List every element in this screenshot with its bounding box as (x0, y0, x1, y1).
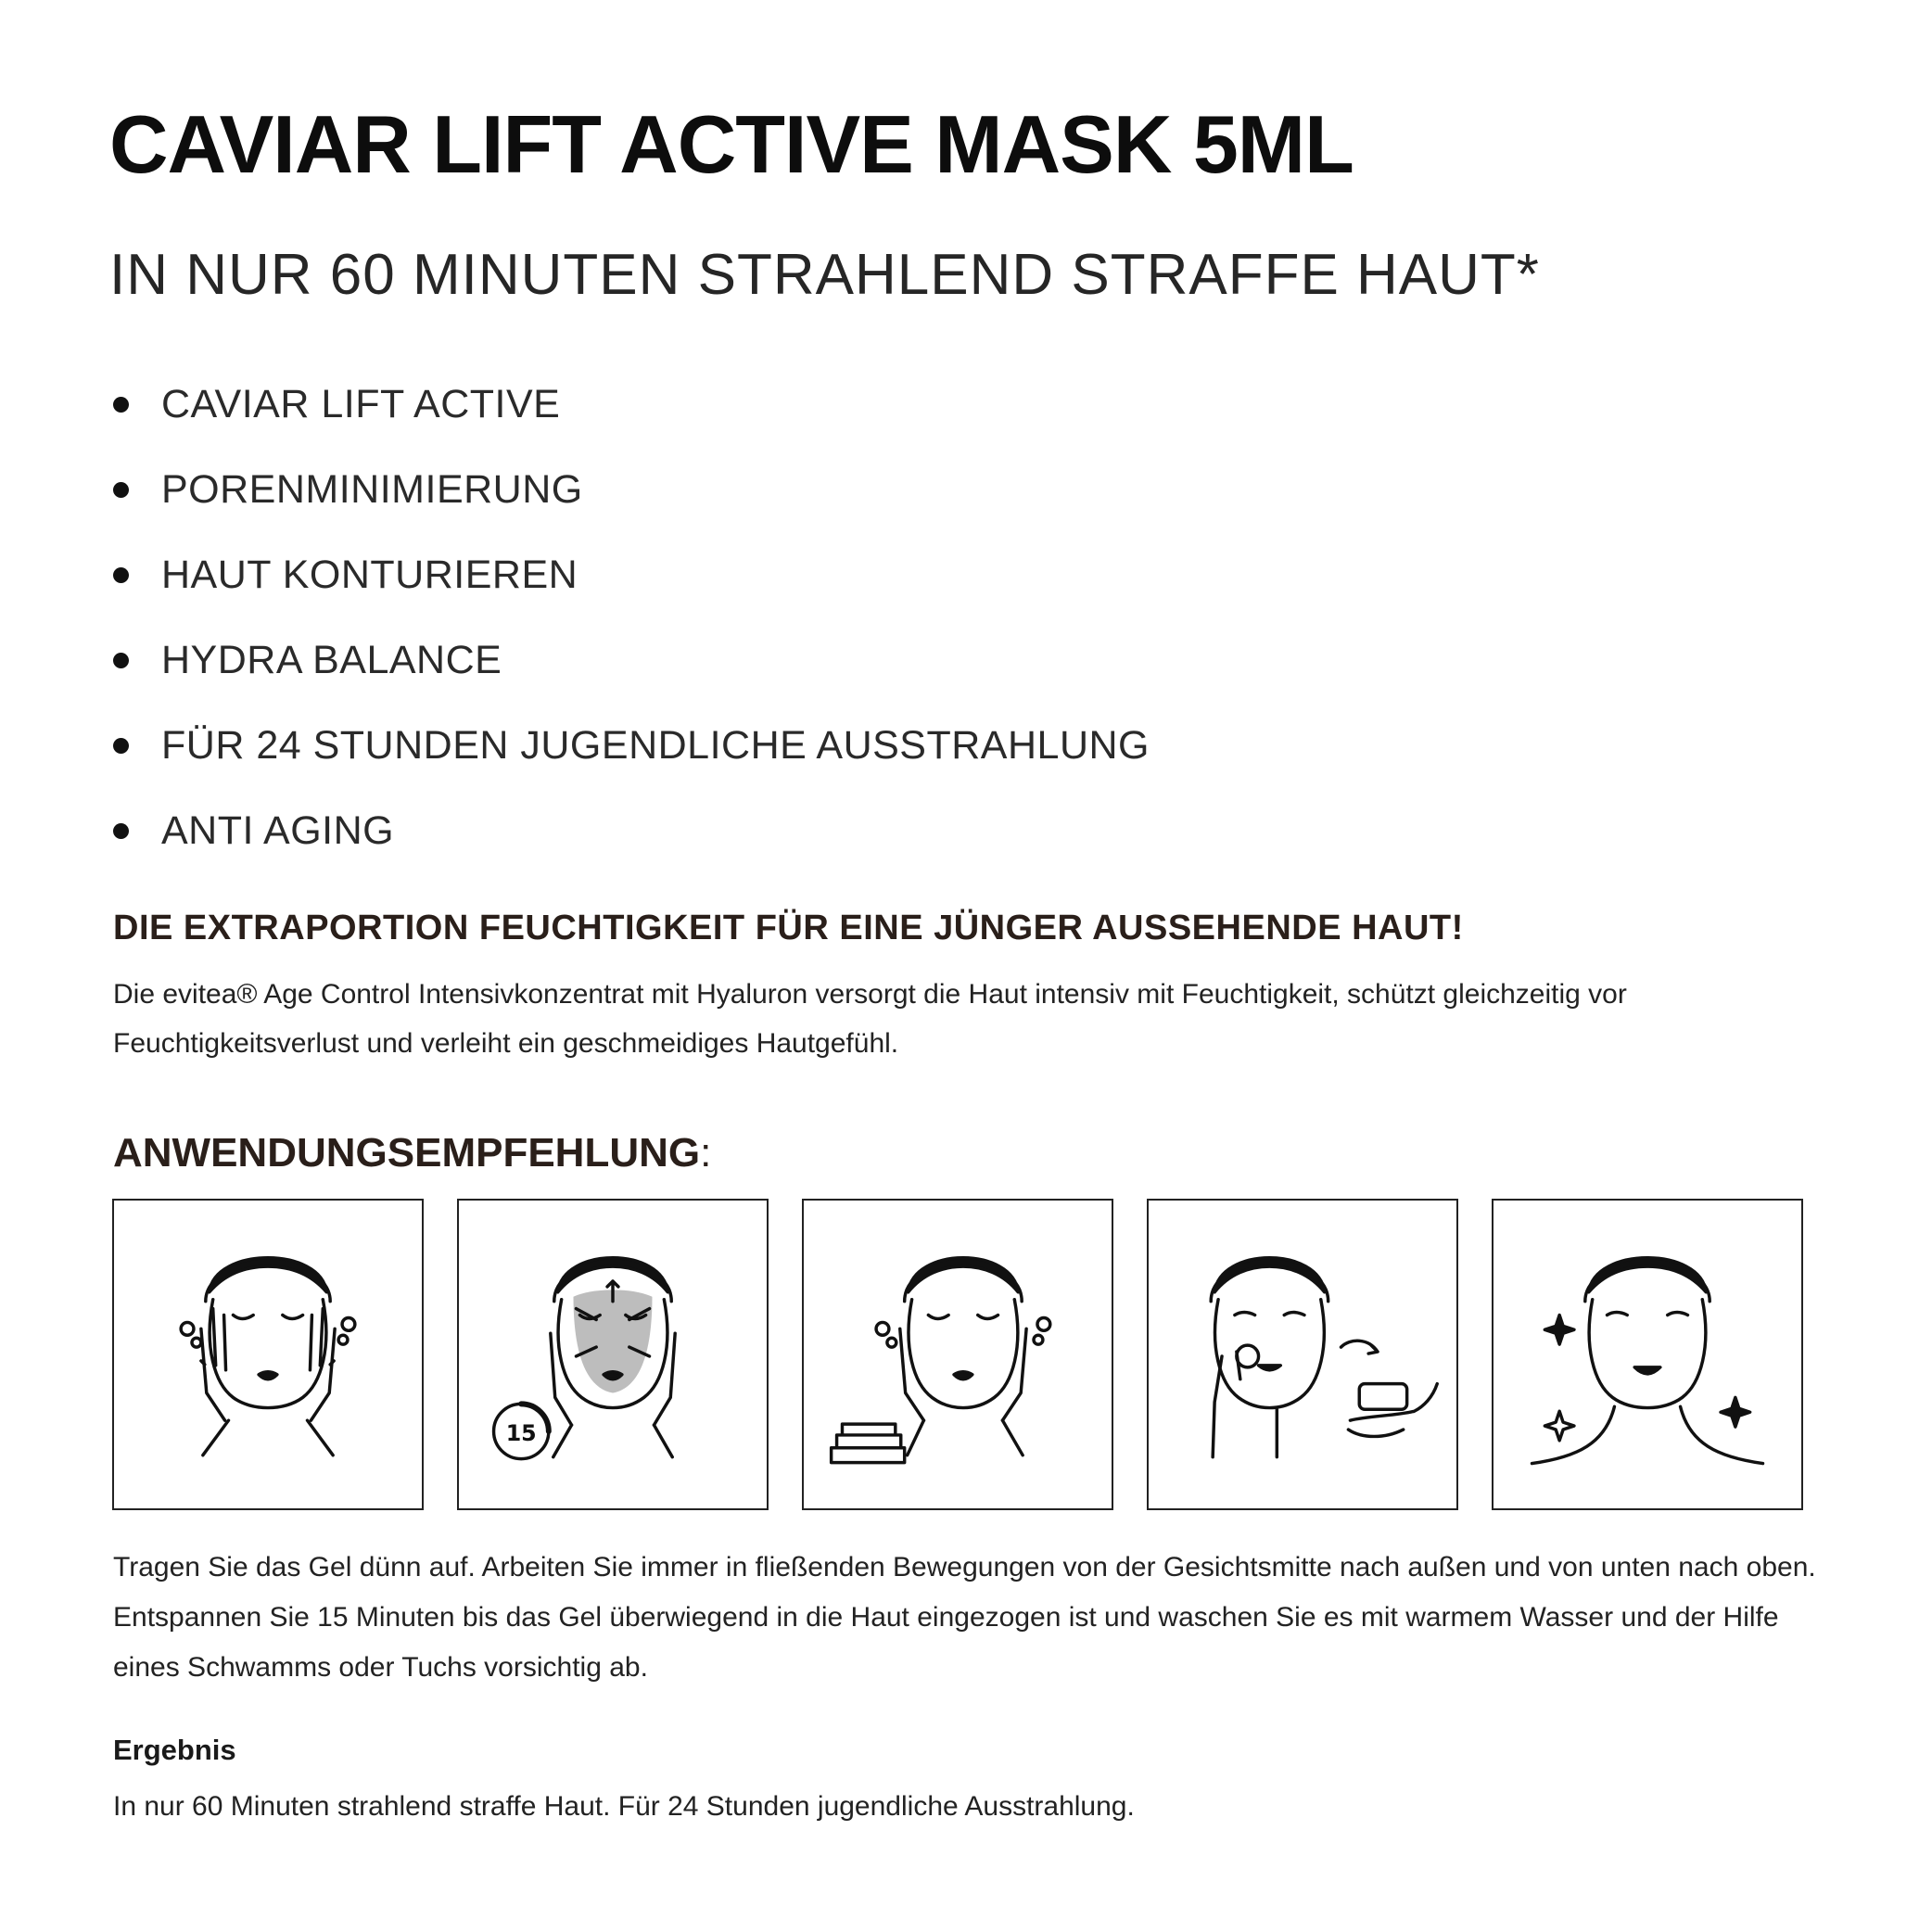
step-1 (112, 1199, 424, 1510)
usage-heading-text: ANWENDUNGSEMPFEHLUNG (113, 1130, 701, 1176)
feature-label: HYDRA BALANCE (161, 638, 502, 682)
bullet-icon (113, 482, 129, 498)
step-4 (1147, 1199, 1458, 1510)
face-rinse-towel-icon (804, 1201, 1112, 1508)
feature-item (109, 464, 1150, 549)
feature-item (109, 634, 1150, 719)
page-title: CAVIAR LIFT ACTIVE MASK 5ML (109, 98, 1354, 190)
feature-list (109, 378, 1150, 890)
result-heading: Ergebnis (113, 1734, 236, 1766)
bullet-icon (113, 823, 129, 839)
face-washing-icon (114, 1201, 422, 1508)
usage-heading (113, 1130, 712, 1176)
feature-label: ANTI AGING (161, 808, 395, 853)
bullet-icon (113, 653, 129, 668)
timer-label: 15 (505, 1419, 537, 1446)
radiant-face-icon (1493, 1201, 1801, 1508)
step-2 (457, 1199, 769, 1510)
mask-application-timer-icon (459, 1201, 767, 1508)
usage-heading-colon: : (700, 1130, 712, 1176)
bullet-icon (113, 397, 129, 413)
feature-label: HAUT KONTURIEREN (161, 553, 578, 597)
feature-item (109, 719, 1150, 805)
usage-description: Tragen Sie das Gel dünn auf. Arbeiten Sie immer in fließenden Bewegungen von der Gesichtsmitte nach außen und von unten nach oben. Entspannen Sie 15 Minuten bis das Gel überwiegend in die Haut eingezogen ist und waschen Sie es mit warmem Wasser und der Hilfe eines Schwamms oder Tuchs vorsichtig ab. (113, 1552, 1816, 1683)
result-description: In nur 60 Minuten strahlend straffe Haut. Für 24 Stunden jugendliche Ausstrahlung. (113, 1791, 1135, 1822)
step-3 (802, 1199, 1113, 1510)
feature-label: FÜR 24 STUNDEN JUGENDLICHE AUSSTRAHLUNG (161, 723, 1150, 768)
bullet-icon (113, 567, 129, 583)
usage-steps (112, 1199, 1822, 1512)
cream-application-icon (1149, 1201, 1456, 1508)
feature-item (109, 805, 1150, 890)
step-5 (1492, 1199, 1803, 1510)
moisture-description: Die evitea® Age Control Intensivkonzentrat mit Hyaluron versorgt die Haut intensiv mit Feuchtigkeit, schützt gleichzeitig vor Feuchtigkeitsverlust und verleiht ein geschmeidiges Hautgefühl. (113, 979, 1627, 1059)
feature-label: CAVIAR LIFT ACTIVE (161, 382, 561, 426)
feature-item (109, 378, 1150, 464)
page-subtitle: IN NUR 60 MINUTEN STRAHLEND STRAFFE HAUT* (109, 243, 1540, 307)
feature-label: PORENMINIMIERUNG (161, 467, 583, 512)
bullet-icon (113, 738, 129, 754)
moisture-heading: DIE EXTRAPORTION FEUCHTIGKEIT FÜR EINE JÜNGER AUSSEHENDE HAUT! (113, 909, 1464, 947)
feature-item (109, 549, 1150, 634)
